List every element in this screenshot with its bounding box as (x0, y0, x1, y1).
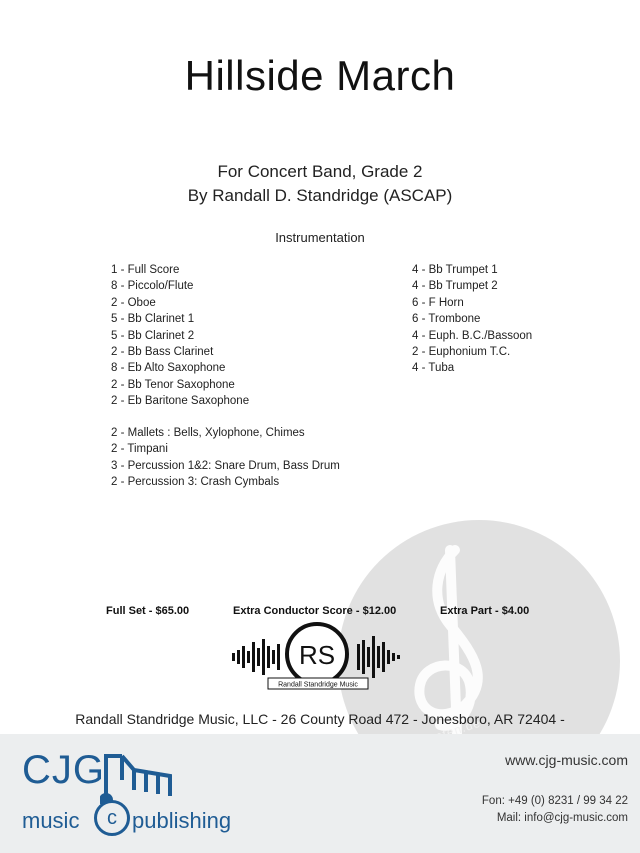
footer-email: Mail: info@cjg-music.com (496, 812, 628, 824)
logo-name: Randall Standridge Music (278, 681, 358, 689)
list-item: 2 - Percussion 3: Crash Cymbals (111, 476, 280, 489)
percussion-list (111, 425, 340, 491)
publisher-address: Randall Standridge Music, LLC - 26 County Road 472 - Jonesboro, AR 72404 - (75, 711, 565, 727)
list-item: 6 - Trombone (412, 313, 481, 326)
logo-initials: RS (298, 640, 336, 670)
list-item: 2 - Timpani (111, 443, 168, 456)
copyright-circle-icon: c (94, 800, 130, 836)
price-full-set: Full Set - $65.00 (106, 605, 190, 617)
cjg-brand-word-publishing: publishing (132, 808, 232, 833)
list-item: 2 - Mallets : Bells, Xylophone, Chimes (111, 427, 305, 439)
list-item: 3 - Percussion 1&2: Snare Drum, Bass Drum (111, 459, 340, 472)
subtitle-ensemble: For Concert Band, Grade 2 (217, 162, 423, 181)
list-item: 2 - Oboe (111, 296, 156, 309)
list-item: 1 - Full Score (111, 264, 180, 276)
instrument-list-right (412, 262, 532, 377)
list-item: 2 - Bb Bass Clarinet (111, 346, 214, 359)
list-item: 4 - Bb Trumpet 1 (412, 264, 498, 276)
list-item: 4 - Bb Trumpet 2 (412, 280, 498, 293)
list-item: 4 - Euph. B.C./Bassoon (412, 329, 533, 342)
list-item: 2 - Bb Tenor Saxophone (111, 378, 235, 391)
list-item: 5 - Bb Clarinet 1 (111, 313, 195, 326)
instrumentation-heading: Instrumentation (275, 230, 365, 245)
list-item: 5 - Bb Clarinet 2 (111, 329, 195, 342)
cjg-logo (22, 748, 232, 840)
instrument-list-left (111, 262, 249, 410)
list-item: 8 - Eb Alto Saxophone (111, 362, 226, 375)
page-title: Hillside March (184, 52, 456, 99)
list-item: 2 - Eb Baritone Saxophone (111, 395, 250, 408)
treble-clef-watermark-icon (395, 540, 505, 740)
price-extra-score: Extra Conductor Score - $12.00 (233, 605, 397, 617)
list-item: 2 - Euphonium T.C. (412, 346, 511, 359)
publisher-logo (230, 622, 402, 692)
price-extra-part: Extra Part - $4.00 (440, 605, 530, 617)
cjg-brand-word-music: music (22, 808, 80, 833)
footer-phone: Fon: +49 (0) 8231 / 99 34 22 (481, 795, 628, 807)
footer-website: www.cjg-music.com (505, 752, 628, 768)
subtitle-composer: By Randall D. Standridge (ASCAP) (187, 186, 453, 205)
soundwave-logo-icon (230, 622, 402, 692)
cjg-brand-letters: CJG (22, 748, 105, 792)
list-item: 6 - F Horn (412, 296, 464, 309)
list-item: 4 - Tuba (412, 362, 455, 375)
list-item: 8 - Piccolo/Flute (111, 280, 194, 293)
